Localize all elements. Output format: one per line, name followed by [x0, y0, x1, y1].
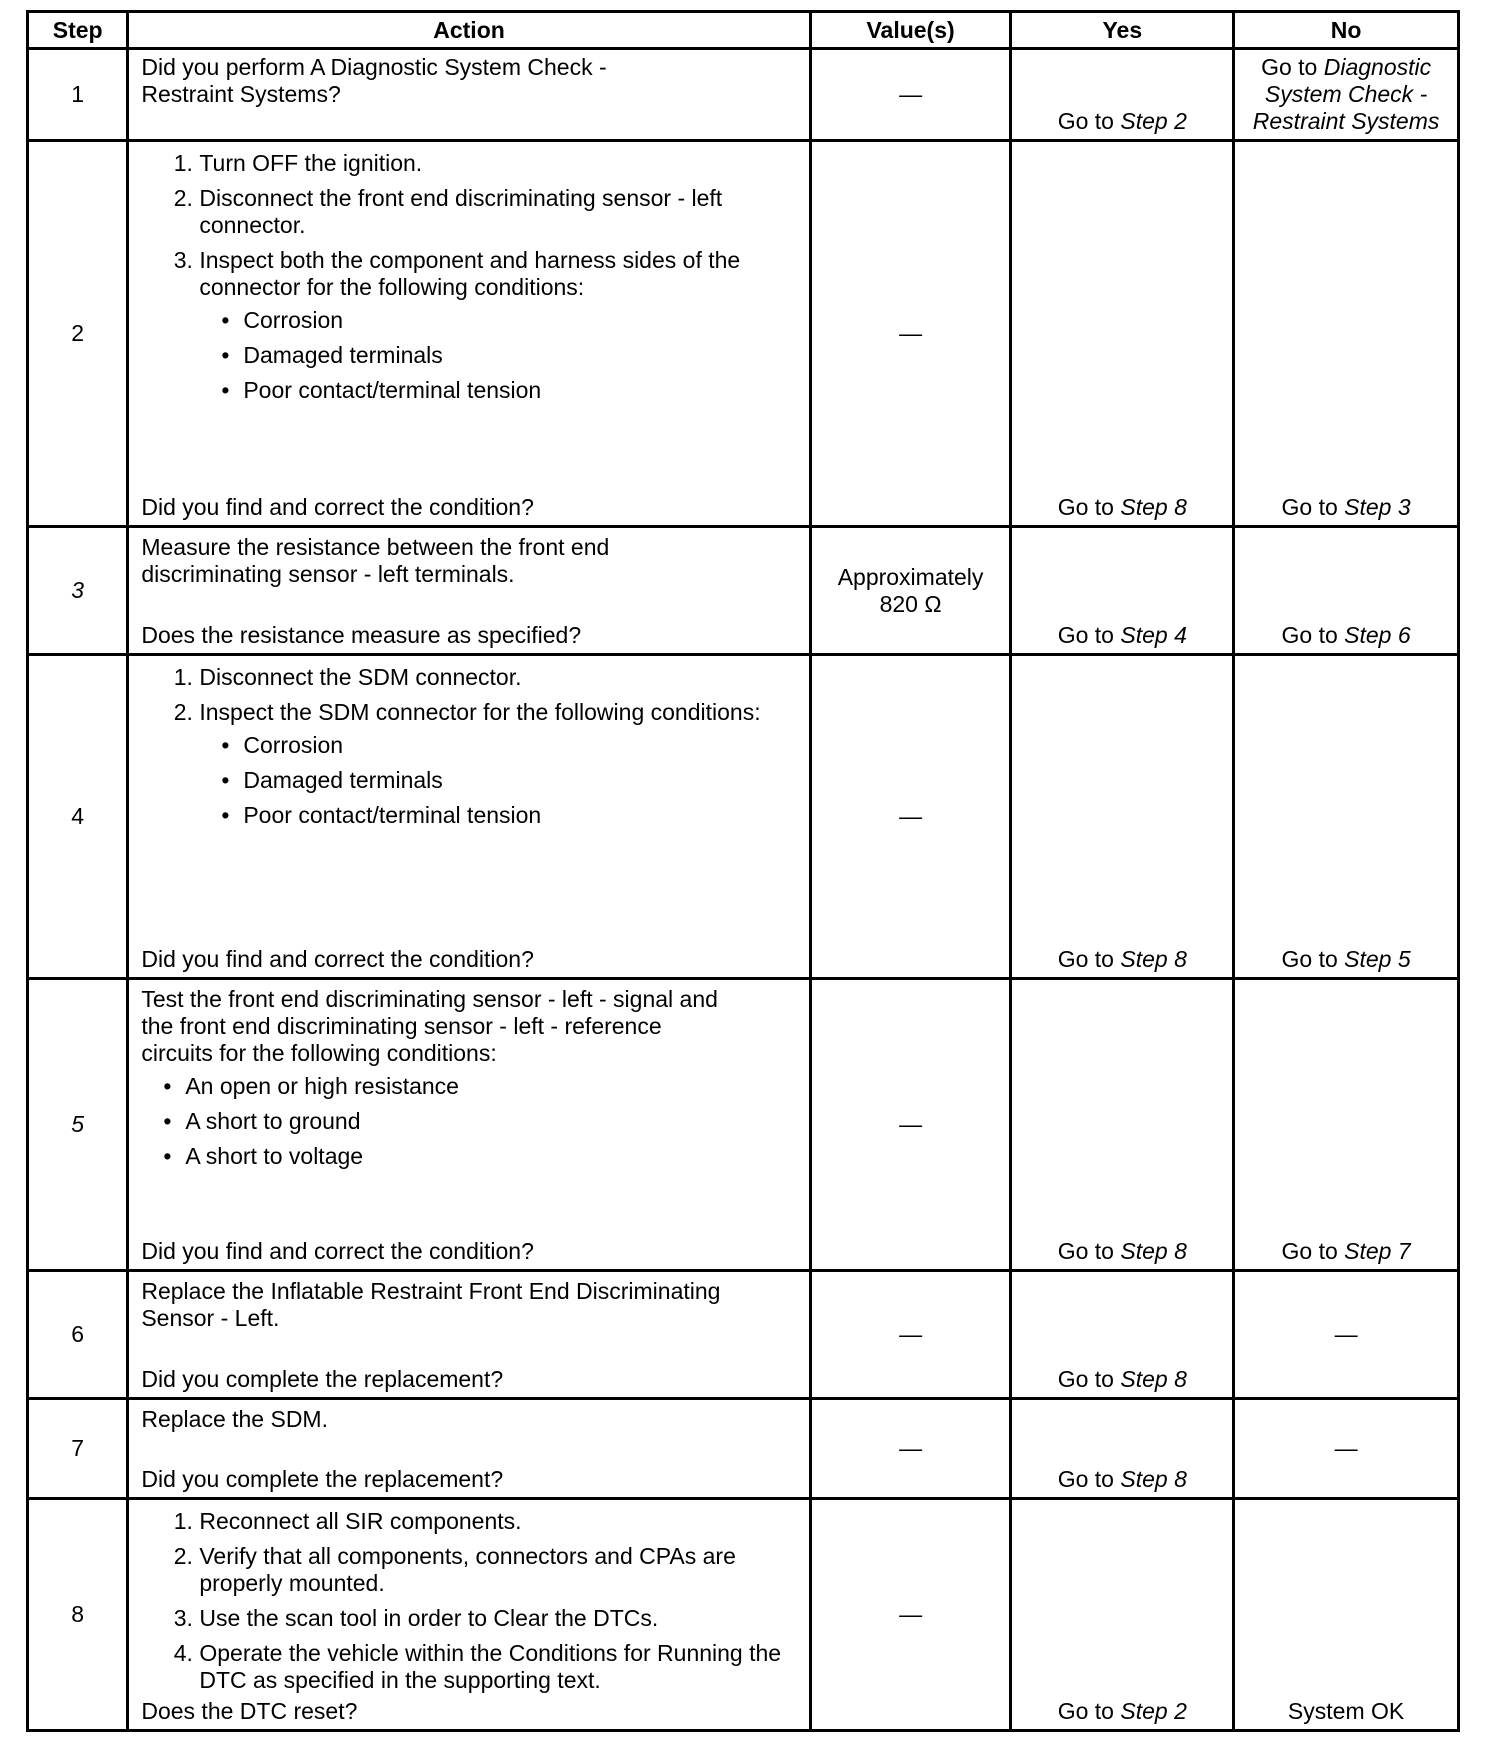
- no-cell: [1234, 527, 1459, 655]
- bullet-item: • Corrosion: [221, 732, 798, 759]
- step-number: 5: [28, 979, 128, 1271]
- no-prefix: Go to: [1281, 946, 1338, 972]
- yes-cell: [1011, 979, 1234, 1271]
- table-row: [28, 141, 1459, 527]
- table-row: [28, 1399, 1459, 1499]
- no-cell: [1234, 49, 1459, 141]
- bullet-item: • A short to voltage: [163, 1143, 798, 1170]
- yes-target: Step 8: [1120, 1466, 1187, 1492]
- step-number: 1: [28, 49, 128, 141]
- action-text: circuits for the following conditions:: [141, 1040, 497, 1066]
- list-item: 1. Turn OFF the ignition.: [199, 150, 798, 177]
- yes-cell: [1011, 141, 1234, 527]
- yes-target: Step 8: [1120, 1238, 1187, 1264]
- yes-target: Step 8: [1120, 1366, 1187, 1392]
- step-number: 6: [28, 1271, 128, 1399]
- yes-target: Step 8: [1120, 946, 1187, 972]
- no-text: —: [1334, 1435, 1358, 1461]
- action-question: Did you complete the replacement?: [141, 1366, 504, 1392]
- diagnostic-table: [26, 10, 1460, 1732]
- action-question: Does the DTC reset?: [141, 1698, 358, 1724]
- value-text: —: [899, 1321, 923, 1347]
- list-item-text: Inspect both the component and harness sides of the connector for the following conditions:: [199, 247, 741, 300]
- bullet-item: • Damaged terminals: [221, 767, 798, 794]
- value-cell: [810, 655, 1011, 979]
- no-target: Step 5: [1344, 946, 1411, 972]
- action-list: [141, 664, 798, 829]
- list-item: 3. Use the scan tool in order to Clear the DTCs.: [199, 1605, 798, 1632]
- value-cell: [810, 1399, 1011, 1499]
- value-cell: [810, 1271, 1011, 1399]
- value-text: —: [899, 1435, 923, 1461]
- value-cell: [810, 979, 1011, 1271]
- yes-cell: [1011, 1499, 1234, 1731]
- yes-cell: [1011, 49, 1234, 141]
- value-cell: [810, 141, 1011, 527]
- action-question: Does the resistance measure as specified?: [141, 622, 582, 648]
- yes-prefix: Go to: [1057, 622, 1114, 648]
- value-text: 820 Ω: [879, 590, 942, 617]
- no-cell: [1234, 979, 1459, 1271]
- no-target: Step 7: [1344, 1238, 1411, 1264]
- yes-prefix: Go to: [1057, 1466, 1114, 1492]
- action-cell: [128, 141, 810, 527]
- action-text: Measure the resistance between the front end: [141, 534, 610, 560]
- value-cell: [810, 49, 1011, 141]
- step-number: 3: [28, 527, 128, 655]
- bullet-item: • Damaged terminals: [221, 342, 798, 369]
- action-cell: [128, 979, 810, 1271]
- value-text: —: [899, 1111, 923, 1137]
- action-text: Test the front end discriminating sensor - left - signal and: [141, 986, 718, 1012]
- bullet-item: • An open or high resistance: [163, 1073, 798, 1100]
- action-text: Replace the Inflatable Restraint Front End Discriminating: [141, 1278, 721, 1304]
- list-item: [199, 247, 798, 404]
- yes-cell: [1011, 1399, 1234, 1499]
- yes-target: Step 4: [1120, 622, 1187, 648]
- yes-prefix: Go to: [1057, 108, 1114, 134]
- no-target: Step 6: [1344, 622, 1411, 648]
- list-item: [199, 699, 798, 829]
- no-prefix: Go to: [1281, 1238, 1338, 1264]
- table-row: [28, 655, 1459, 979]
- list-item: 1. Disconnect the SDM connector.: [199, 664, 798, 691]
- header-yes: Yes: [1011, 12, 1234, 49]
- table-row: [28, 49, 1459, 141]
- yes-target: Step 2: [1120, 1698, 1187, 1724]
- yes-prefix: Go to: [1057, 494, 1114, 520]
- bullet-item: • Poor contact/terminal tension: [221, 802, 798, 829]
- table-row: [28, 979, 1459, 1271]
- action-text: Sensor - Left.: [141, 1305, 280, 1331]
- yes-prefix: Go to: [1057, 1238, 1114, 1264]
- action-question: Did you find and correct the condition?: [141, 946, 534, 972]
- yes-prefix: Go to: [1057, 946, 1114, 972]
- yes-prefix: Go to: [1057, 1366, 1114, 1392]
- action-cell: [128, 1399, 810, 1499]
- header-values: Value(s): [810, 12, 1011, 49]
- step-number: 7: [28, 1399, 128, 1499]
- value-cell: [810, 1499, 1011, 1731]
- action-question: Did you complete the replacement?: [141, 1466, 504, 1492]
- action-text: discriminating sensor - left terminals.: [141, 561, 515, 587]
- bullet-list: [141, 1073, 798, 1170]
- table-row: [28, 1271, 1459, 1399]
- no-cell: [1234, 1499, 1459, 1731]
- no-target: Diagnostic: [1323, 54, 1432, 80]
- header-no: No: [1234, 12, 1459, 49]
- no-cell: [1234, 1399, 1459, 1499]
- yes-prefix: Go to: [1057, 1698, 1114, 1724]
- list-item: 2. Verify that all components, connectors and CPAs are properly mounted.: [199, 1543, 798, 1597]
- action-text: Did you perform A Diagnostic System Check -: [141, 54, 607, 80]
- action-cell: [128, 1271, 810, 1399]
- value-text: —: [899, 81, 923, 107]
- bullet-list: [199, 732, 798, 829]
- no-text: —: [1334, 1321, 1358, 1347]
- table-row: [28, 1499, 1459, 1731]
- no-cell: [1234, 655, 1459, 979]
- list-item: 4. Operate the vehicle within the Conditions for Running the DTC as specified in the supporting text.: [199, 1640, 798, 1694]
- header-step: Step: [28, 12, 128, 49]
- step-number: 8: [28, 1499, 128, 1731]
- yes-cell: [1011, 527, 1234, 655]
- yes-target: Step 8: [1120, 494, 1187, 520]
- action-cell: [128, 1499, 810, 1731]
- no-text: System OK: [1287, 1698, 1405, 1724]
- bullet-item: • Poor contact/terminal tension: [221, 377, 798, 404]
- value-text: —: [899, 803, 923, 829]
- value-text: —: [899, 1601, 923, 1627]
- table-row: [28, 527, 1459, 655]
- no-cell: [1234, 1271, 1459, 1399]
- action-text: the front end discriminating sensor - left - reference: [141, 1013, 662, 1039]
- no-target: Step 3: [1344, 494, 1411, 520]
- action-question: Did you find and correct the condition?: [141, 1238, 534, 1264]
- action-list: [141, 150, 798, 404]
- step-number: 4: [28, 655, 128, 979]
- yes-cell: [1011, 655, 1234, 979]
- step-number: 2: [28, 141, 128, 527]
- no-prefix: Go to: [1261, 54, 1318, 80]
- no-prefix: Go to: [1281, 622, 1338, 648]
- action-cell: [128, 655, 810, 979]
- no-cell: [1234, 141, 1459, 527]
- yes-cell: [1011, 1271, 1234, 1399]
- bullet-list: [199, 307, 798, 404]
- action-cell: [128, 49, 810, 141]
- header-action: Action: [128, 12, 810, 49]
- value-text: —: [899, 320, 923, 346]
- bullet-item: • A short to ground: [163, 1108, 798, 1135]
- action-question: Did you find and correct the condition?: [141, 494, 534, 520]
- action-cell: [128, 527, 810, 655]
- action-text: Replace the SDM.: [141, 1406, 328, 1432]
- value-cell: [810, 527, 1011, 655]
- bullet-item: • Corrosion: [221, 307, 798, 334]
- no-target: System Check -: [1264, 81, 1428, 107]
- no-prefix: Go to: [1281, 494, 1338, 520]
- action-text: Restraint Systems?: [141, 81, 341, 107]
- list-item-text: Inspect the SDM connector for the following conditions:: [199, 699, 761, 725]
- list-item: 1. Reconnect all SIR components.: [199, 1508, 798, 1535]
- action-list: [141, 1508, 798, 1694]
- value-text: Approximately: [837, 563, 984, 590]
- header-row: [28, 12, 1459, 49]
- no-target: Restraint Systems: [1252, 108, 1440, 134]
- list-item: 2. Disconnect the front end discriminating sensor - left connector.: [199, 185, 798, 239]
- yes-target: Step 2: [1120, 108, 1187, 134]
